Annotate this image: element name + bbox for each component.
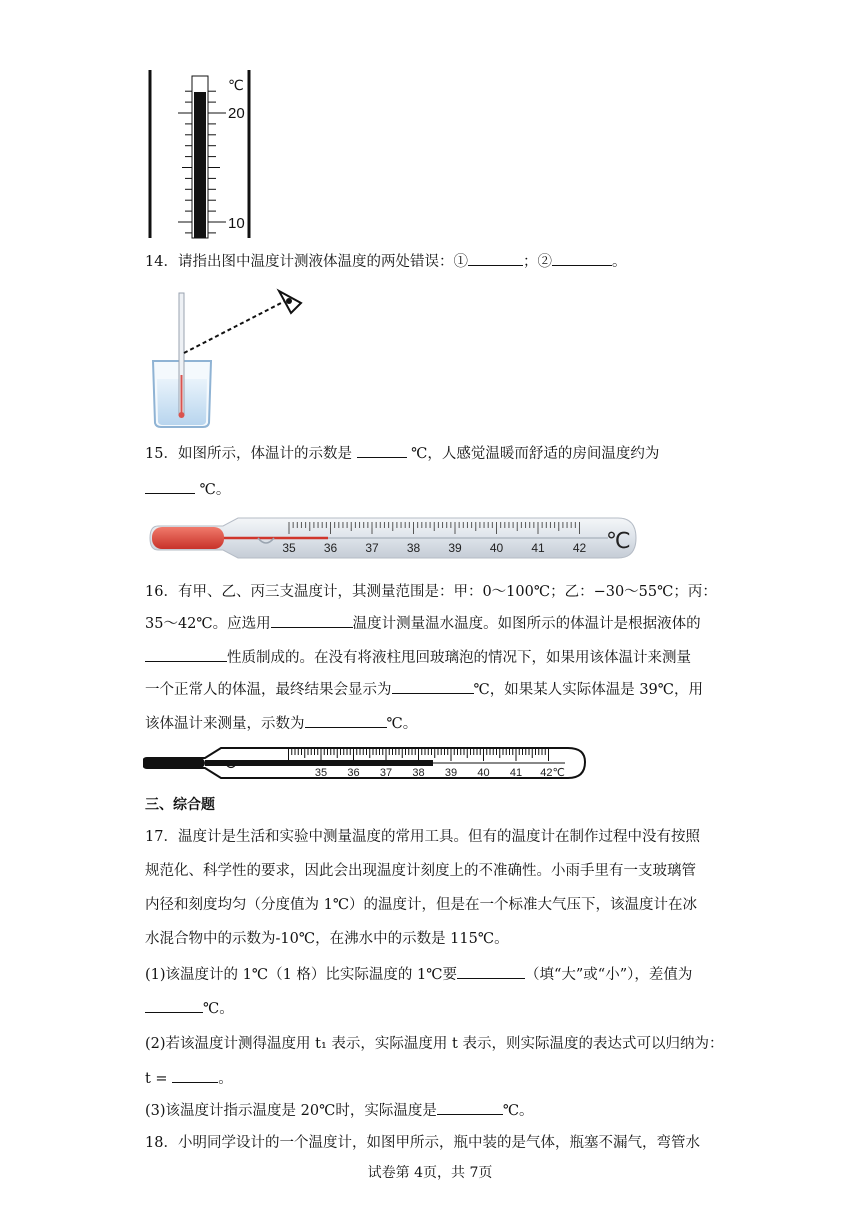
question-17-part3: (3)该温度计指示温度是 20℃时，实际温度是 ℃。 [145, 1094, 720, 1128]
blank-15-2[interactable] [145, 477, 195, 494]
tick-label: 40 [489, 541, 504, 555]
tick-label-20: 20 [228, 105, 245, 122]
thermometer-figure-13 [140, 70, 265, 240]
tick-label: 40 [477, 767, 490, 779]
blank-17-4[interactable] [437, 1098, 503, 1115]
question-17-part2: (2)若该温度计测得温度用 t₁ 表示，实际温度用 t 表示，则实际温度的表达式可以归纳为： [145, 1036, 724, 1052]
beaker-figure-14 [145, 285, 315, 430]
blank-16-1[interactable] [271, 611, 353, 628]
blank-14-2[interactable] [552, 249, 612, 266]
question-17-part1-line2: ℃。 [145, 992, 720, 1026]
tick-label: 39 [448, 541, 462, 555]
question-15: 15．如图所示，体温计的示数是 ℃，人感觉温暖而舒适的房间温度约为 [145, 437, 720, 471]
tick-label: 42℃ [540, 767, 565, 779]
blank-16-4[interactable] [305, 711, 387, 728]
tick-label: 35 [314, 767, 328, 779]
blank-14-1[interactable] [468, 249, 523, 266]
question-17-line3: 内径和刻度均匀（分度值为 1℃）的温度计，但是在一个标准大气压下，该温度计在冰 [145, 897, 698, 913]
question-16-line4: 一个正常人的体温，最终结果会显示为 ℃，如果某人实际体温是 39℃，用 [145, 673, 720, 707]
question-17-line4: 水混合物中的示数为-10℃，在沸水中的示数是 115℃。 [145, 931, 509, 947]
tick-label: 36 [323, 541, 338, 555]
question-15-line2: ℃。 [145, 473, 720, 507]
question-16-line3: 性质制成的。在没有将液柱甩回玻璃泡的情况下，如果用该体温计来测量 [145, 641, 720, 675]
question-16: 16．有甲、乙、丙三支温度计，其测量范围是：甲：0～100℃；乙：−30～55℃；丙： [145, 584, 717, 600]
blank-16-3[interactable] [392, 677, 474, 694]
tick-label: 39 [444, 767, 458, 779]
question-17-line1: 17．温度计是生活和实验中测量温度的常用工具。但有的温度计在制作过程中没有按照 [145, 829, 700, 845]
blank-17-2[interactable] [145, 996, 203, 1013]
question-16-line2: 35～42℃。应选用 温度计测量温水温度。如图所示的体温计是根据液体的 [145, 607, 720, 641]
unit-label-15: ℃ [606, 528, 631, 553]
tick-label: 38 [406, 541, 421, 555]
blank-16-2[interactable] [145, 645, 227, 662]
blank-17-3[interactable] [172, 1066, 218, 1083]
page-footer: 试卷第 4页，共 7页 [367, 1165, 493, 1181]
tick-label: 35 [282, 541, 296, 555]
tick-label: 38 [412, 767, 425, 779]
tick-label: 36 [347, 767, 360, 779]
tick-label: 41 [531, 541, 545, 555]
tick-label-10: 10 [228, 215, 245, 232]
blank-15-1[interactable] [357, 441, 407, 458]
clinical-thermometer-16 [143, 742, 593, 784]
question-17-part1: (1)该温度计的 1℃（1 格）比实际温度的 1℃要 （填“大”或“小”），差值为 [145, 958, 720, 992]
unit-label: ℃ [228, 77, 244, 93]
section-title: 三、综合题 [145, 797, 215, 813]
question-17-line2: 规范化、科学性的要求，因此会出现温度计刻度上的不准确性。小雨手里有一支玻璃管 [145, 863, 696, 879]
question-18-line1: 18．小明同学设计的一个温度计，如图甲所示，瓶中装的是气体，瓶塞不漏气，弯管水 [145, 1135, 700, 1151]
clinical-thermometer-15 [148, 512, 643, 564]
question-16-line5: 该体温计来测量，示数为 ℃。 [145, 707, 720, 741]
tick-label: 41 [509, 767, 523, 779]
tick-label: 42 [572, 541, 587, 555]
blank-17-1[interactable] [457, 962, 525, 979]
tick-label: 37 [379, 767, 393, 779]
question-17-part2-line2: t = 。 [145, 1062, 720, 1096]
question-14: 14．请指出图中温度计测液体温度的两处错误：① ；② 。 [145, 245, 720, 279]
tick-label: 37 [365, 541, 379, 555]
